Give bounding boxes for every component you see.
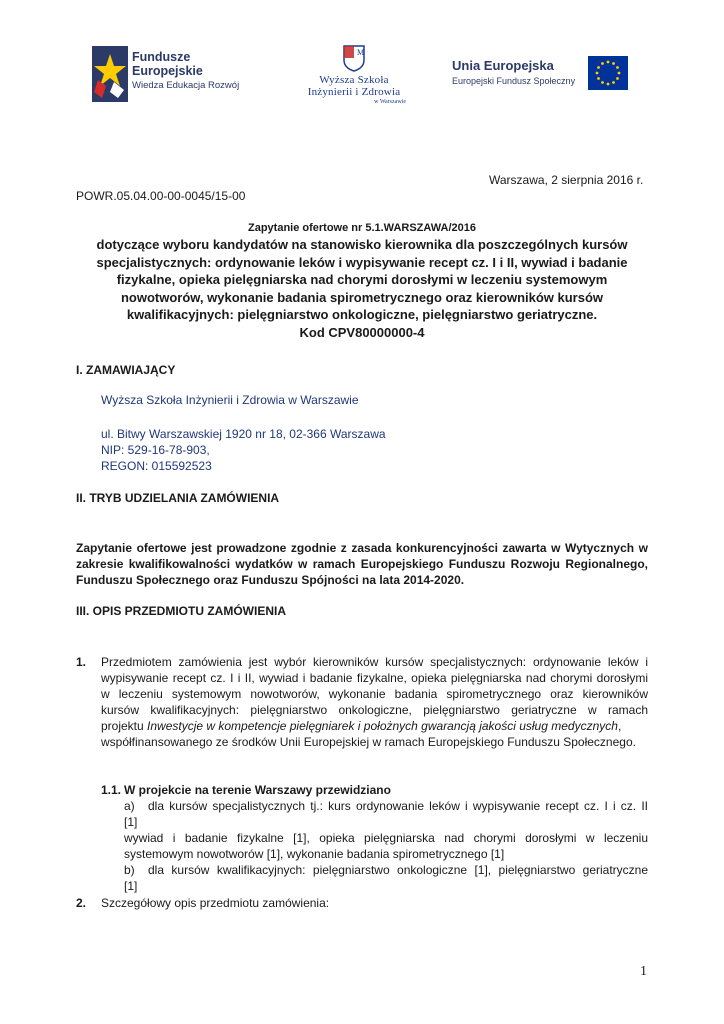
item1-body: [101, 654, 648, 750]
section2-line: zakresie kwalifikowalności wydatków w ramach Europejskiego Funduszu Rozwoju Regionalnego,: [76, 557, 648, 571]
fe-star-icon: [92, 46, 128, 102]
section2-body: [76, 540, 648, 588]
section2-line: Funduszu Społecznego oraz Funduszu Spójności na lata 2014-2020.: [76, 573, 465, 587]
logo-fundusze-europejskie: [92, 46, 252, 102]
crest-icon: [342, 44, 366, 72]
sub11-heading: W projekcie na terenie Warszawy przewidziano: [124, 783, 391, 797]
place-date: Warszawa, 2 sierpnia 2016 r.: [489, 173, 644, 187]
item1-line5: [101, 718, 648, 734]
title-line: kwalifikacyjnych: pielęgniarstwo onkologiczne, pielęgniarstwo geriatryczne.: [126, 307, 598, 322]
section3-heading: III. OPIS PRZEDMIOTU ZAMÓWIENIA: [76, 604, 286, 618]
title-line: nowotworów, wykonanie badania spirometrycznego oraz kierowników kursów: [120, 289, 604, 305]
project-title: Inwestycje w kompetencje pielęgniarek i położnych gwarancją jakości usług medycznych: [147, 719, 618, 733]
fe-line1: Fundusze: [132, 50, 191, 64]
item1-line5-prefix: projektu: [101, 719, 148, 733]
item2-text: Szczegółowy opis przedmiotu zamówienia:: [101, 896, 330, 910]
fe-line2: Europejskie: [132, 64, 203, 78]
inquiry-title: [60, 236, 664, 341]
section2-line: Zapytanie ofertowe jest prowadzone zgodnie z zasada konkurencyjności zawarta w Wytycznych w: [76, 541, 648, 555]
title-line: fizykalne, opieka pielęgniarska nad chorymi dorosłymi w leczeniu systemowym: [116, 272, 608, 287]
reference-number: POWR.05.04.00-00-0045/15-00: [76, 189, 246, 203]
orderer-nip: NIP: 529-16-78-903,: [101, 443, 210, 457]
orderer-address: ul. Bitwy Warszawskiej 1920 nr 18, 02-366 Warszawa: [101, 427, 386, 441]
eu-flag-icon: [588, 56, 628, 90]
item1-line6: współfinansowanego ze środków Unii Europejskiej w ramach Europejskiego Funduszu Społecznego.: [101, 735, 636, 749]
ws-line2: Inżynierii i Zdrowia: [307, 86, 401, 98]
sub11-b-label: b): [124, 863, 135, 877]
sub11-b-line2: [1]: [124, 879, 138, 893]
item1-line: Przedmiotem zamówienia jest wybór kierowników kursów specjalistycznych: ordynowanie leków i: [101, 655, 648, 669]
item1-line: w leczeniu systemowym nowotworów, wykonanie badania spirometrycznego oraz kierowników: [101, 687, 648, 701]
page-number: 1: [640, 964, 647, 979]
ws-line1: Wyższa Szkoła: [319, 74, 389, 86]
item1-line5-suffix: ,: [617, 719, 622, 733]
sub11-a-line3: wywiad i badanie fizykalne [1], opieka pielęgniarska nad chorymi dorosłymi w leczeniu: [124, 831, 648, 845]
title-line-cpv: Kod CPV80000000-4: [299, 324, 425, 340]
ue-title: Unia Europejska: [452, 58, 554, 73]
svg-text:M: M: [357, 48, 365, 57]
title-line: specjalistycznych: ordynowanie leków i wypisywanie recept cz. I i II, wywiad i badanie: [96, 254, 628, 270]
item1-line: kursów kwalifikacyjnych: pielęgniarstwo onkologiczne, pielęgniarstwo geriatryczne w ramach: [101, 703, 648, 717]
sub11-a-line1: dla kursów specjalistycznych tj.: kurs ordynowanie leków i wypisywanie recept cz. I i cz. II: [148, 799, 648, 813]
sub11-a-label: a): [124, 799, 135, 813]
logo-unia-europejska: [452, 52, 632, 96]
sub11-b-line1: dla kursów kwalifikacyjnych: pielęgniarstwo onkologiczne [1], pielęgniarstwo geriatryczne: [148, 863, 648, 877]
item1-line: wypisywanie recept cz. I i II, wywiad i badanie fizykalne, opieka pielęgniarska nad chorymi dorosłymi: [101, 671, 648, 685]
title-line: dotyczące wyboru kandydatów na stanowisko kierownika dla poszczególnych kursów: [96, 237, 628, 252]
section2-heading: II. TRYB UDZIELANIA ZAMÓWIENIA: [76, 491, 280, 505]
item1-number: 1.: [76, 655, 87, 669]
sub11-number: 1.1.: [101, 783, 122, 797]
sub11-a-line4: systemowym nowotworów [1], wykonanie badania spirometrycznego [1]: [124, 847, 505, 861]
orderer-regon: REGON: 015592523: [101, 459, 212, 473]
sub11-a-line2: [1]: [124, 815, 138, 829]
section1-heading: I. ZAMAWIAJĄCY: [76, 363, 176, 377]
ws-city: w Warszawie: [374, 99, 406, 105]
fe-sub: Wiedza Edukacja Rozwój: [132, 80, 240, 91]
inquiry-number: Zapytanie ofertowe nr 5.1.WARSZAWA/2016: [247, 222, 476, 234]
item2-number: 2.: [76, 896, 87, 910]
logo-wyzsza-szkola: [290, 44, 418, 108]
ue-sub: Europejski Fundusz Społeczny: [452, 76, 576, 86]
orderer-name: Wyższa Szkoła Inżynierii i Zdrowia w Warszawie: [101, 393, 359, 407]
